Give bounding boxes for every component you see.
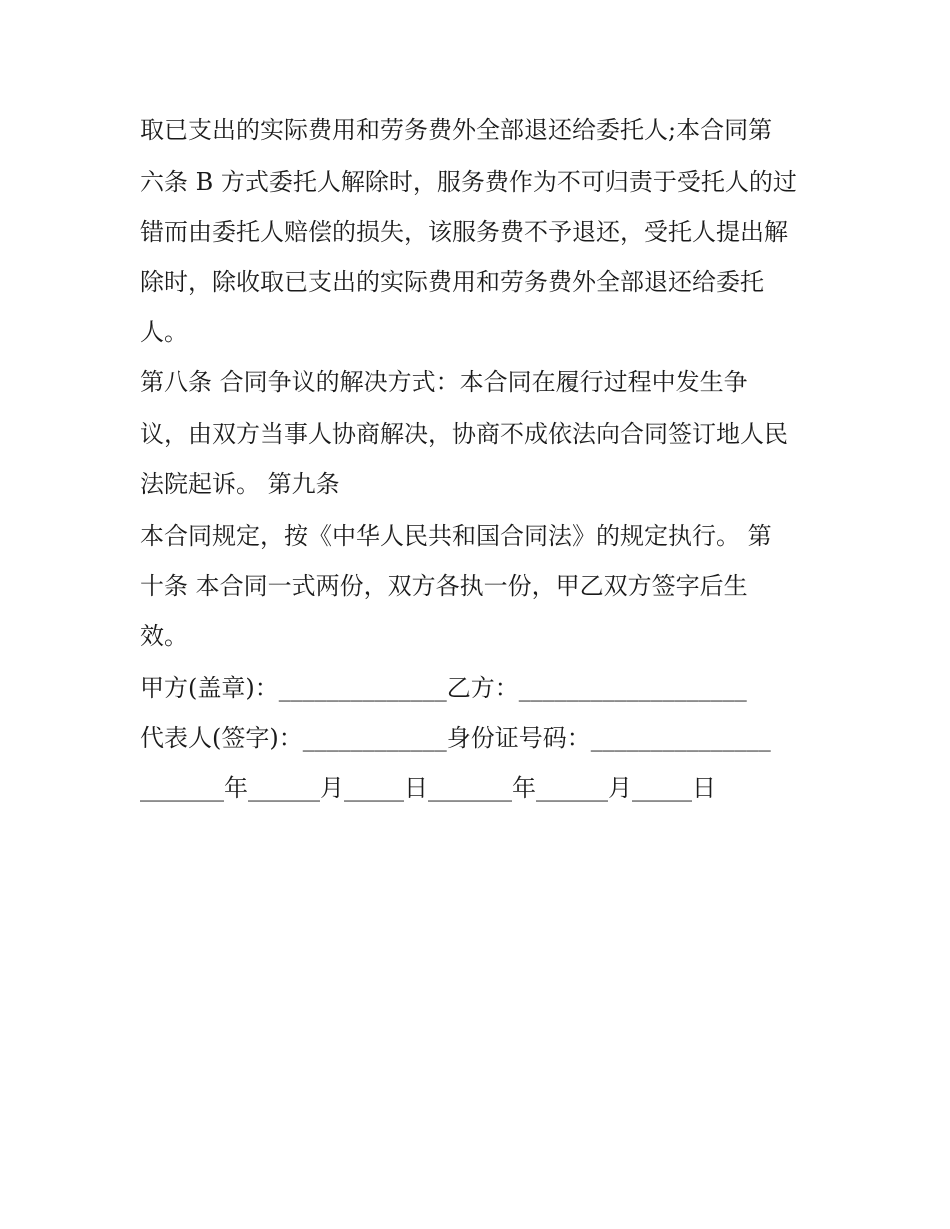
text-line: 取已支出的实际费用和劳务费外全部退还给委托人;本合同第 — [140, 116, 773, 144]
text-line: 六条 B 方式委托人解除时，服务费作为不可归责于受托人的过 — [140, 168, 797, 196]
text-line: 第八条 合同争议的解决方式：本合同在履行过程中发生争 — [140, 368, 748, 396]
text-line: 本合同规定，按《中华人民共和国合同法》的规定执行。 第 — [140, 522, 772, 550]
text-line: 效。 — [140, 622, 188, 650]
signature-line-representative: 代表人(签字)：____________身份证号码：_______________ — [140, 724, 771, 752]
text-line: 法院起诉。 第九条 — [140, 470, 340, 498]
signature-line-date: _______年______月_____日_______年______月_____日 — [140, 774, 716, 802]
text-line: 十条 本合同一式两份，双方各执一份，甲乙双方签字后生 — [140, 572, 748, 600]
text-line: 人。 — [140, 318, 188, 346]
signature-line-party: 甲方(盖章)：______________乙方：___________________ — [140, 674, 747, 702]
text-line: 议，由双方当事人协商解决，协商不成依法向合同签订地人民 — [140, 420, 788, 448]
text-line: 错而由委托人赔偿的损失，该服务费不予退还，受托人提出解 — [140, 218, 788, 246]
text-line: 除时，除收取已支出的实际费用和劳务费外全部退还给委托 — [140, 268, 764, 296]
